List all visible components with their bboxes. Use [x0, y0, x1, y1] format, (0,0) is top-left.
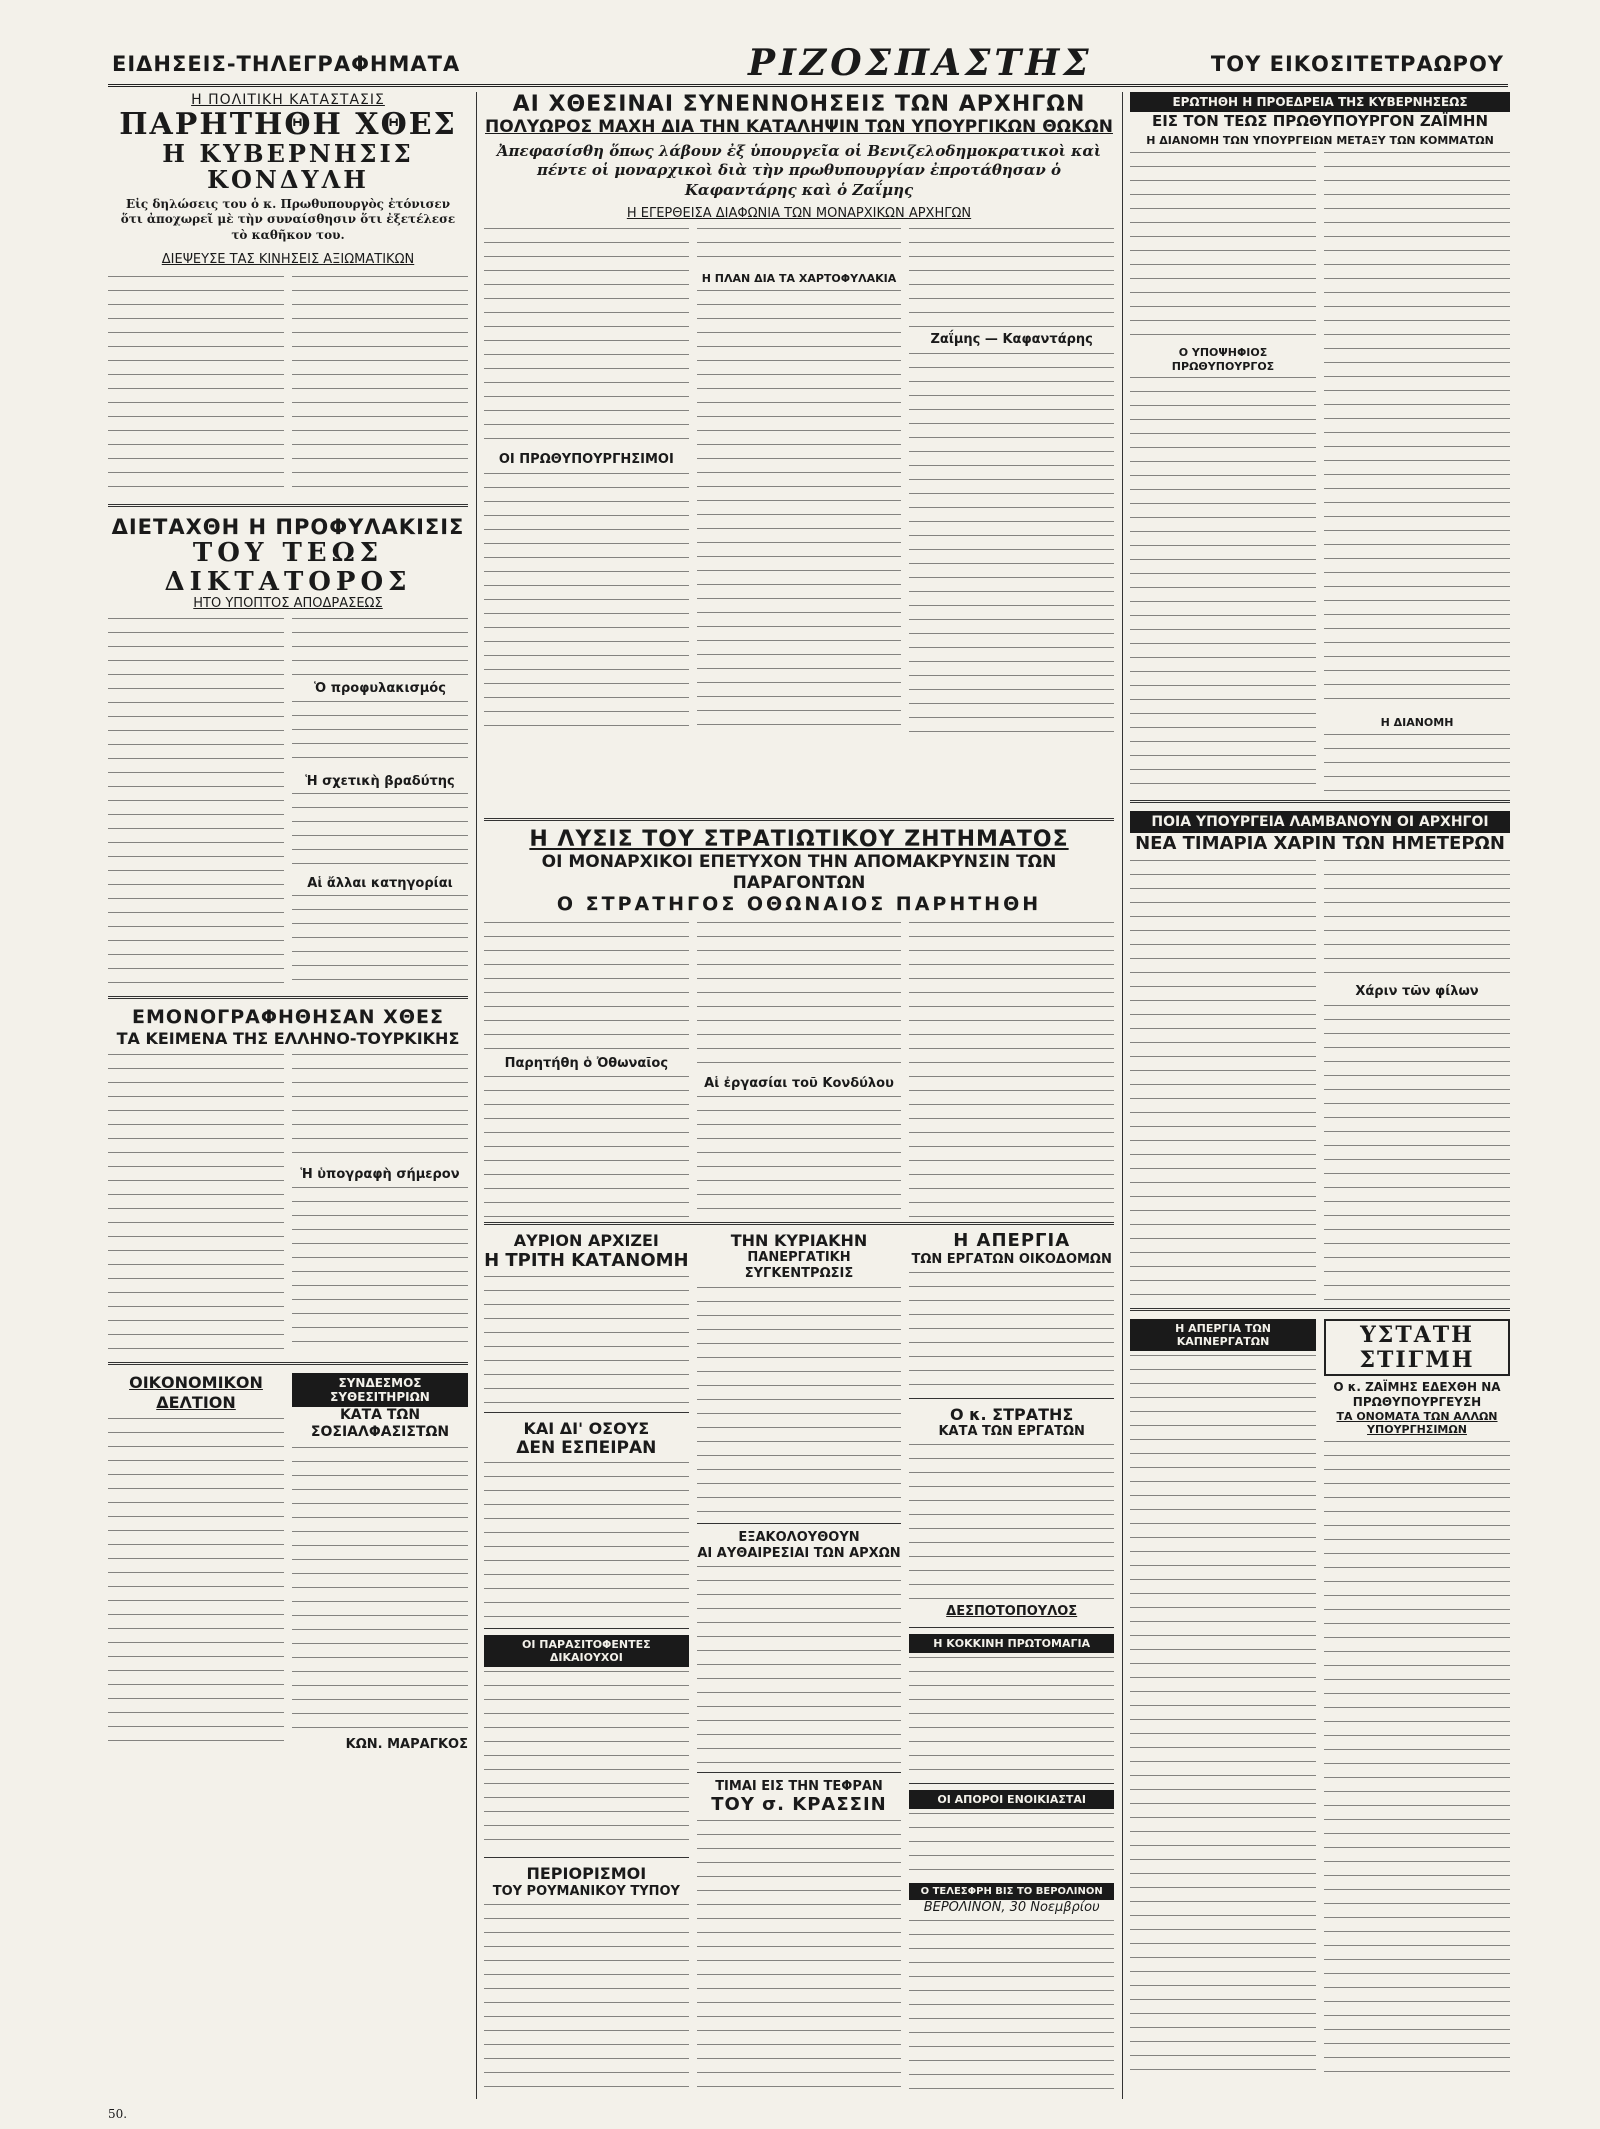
masthead-right-section-title: ΤΟΥ ΕΙΚΟΣΙΤΕΤΡΑΩΡΟΥ: [1210, 52, 1504, 76]
masthead-left-section-title: ΕΙΔΗΣΕΙΣ-ΤΗΛΕΓΡΑΦΗΜΑΤΑ: [112, 52, 461, 76]
text-block: [108, 1054, 284, 1354]
right-column: [1130, 92, 1510, 2099]
headline-strike: Η ΑΠΕΡΓΙΑ: [953, 1230, 1071, 1251]
headline-restrictions: ΠΕΡΙΟΡΙΣΜΟΙ: [526, 1864, 647, 1884]
text-block: [697, 290, 902, 733]
text-block: [909, 922, 1114, 1222]
text-block: [108, 276, 284, 496]
text-block: [292, 1447, 468, 1737]
inline-subhead: Ζαΐμης — Καφαντάρης: [930, 332, 1093, 348]
headline-continue: ΕΞΑΚΟΛΟΥΘΟΥΝ: [738, 1529, 860, 1545]
center-top-article: [484, 92, 1114, 812]
page-number: 50.: [108, 2107, 128, 2121]
article-lede: Ἀπεφασίσθη ὅπως λάβουν ἐξ ὑπουργεῖα οἱ Βενιζελοδημοκρατικοὶ καὶ πέντε οἱ μοναρχικοὶ διὰ τὴν πρωθυπουργίαν ἐπροτάθησαν ὁ Καφαντάρης καὶ ὁ Ζαΐμης: [496, 141, 1102, 199]
article-body: [108, 1054, 468, 1354]
masthead: [108, 42, 1508, 87]
text-block: [1324, 1441, 1510, 2079]
text-block: [484, 1276, 689, 1406]
headline-new-fiefs: ΝΕΑ ΤΙΜΑΡΙΑ ΧΑΡΙΝ ΤΩΝ ΗΜΕΤΕΡΩΝ: [1135, 832, 1505, 854]
text-block: [1324, 860, 1510, 980]
column-rule: [1122, 92, 1123, 2099]
bottom-articles: [108, 1373, 468, 1753]
text-block: [909, 1272, 1114, 1392]
headline-names: ΤΑ ΟΝΟΜΑΤΑ ΤΩΝ ΑΛΛΩΝ ΥΠΟΥΡΓΗΣΙΜΩΝ: [1336, 1409, 1498, 1437]
lower-subcolumn: [697, 1231, 902, 2099]
text-block: [108, 1418, 284, 1754]
article-body: [108, 618, 468, 988]
article-body: [1130, 860, 1510, 1300]
headline-on-sunday: ΤΗΝ ΚΥΡΙΑΚΗΝ: [730, 1231, 868, 1250]
headline-ministries: ΠΟΙΑ ΥΠΟΥΡΓΕΙΑ ΛΑΜΒΑΝΟΥΝ ΟΙ ΑΡΧΗΓΟΙ: [1130, 811, 1510, 833]
inline-subhead: Αἱ ἄλλαι κατηγορίαι: [307, 875, 453, 891]
headline-honours: ΤΙΜΑΙ ΕΙΣ ΤΗΝ ΤΕΦΡΑΝ: [715, 1779, 883, 1795]
article-body: [1130, 152, 1510, 792]
article-subhead: ΗΤΟ ΥΠΟΠΤΟΣ ΑΠΟΔΡΑΣΕΩΣ: [193, 596, 383, 612]
text-block: [697, 1287, 902, 1517]
text-block: [697, 1096, 902, 1222]
article-deck: Εἰς δηλώσεις του ὁ κ. Πρωθυπουργὸς ἐτόνισεν ὅτι ἀποχωρεῖ μὲ τὴν συναίσθησιν ὅτι ἐξετέλεσε τὸ καθῆκον του.: [120, 196, 456, 242]
inline-subhead: Ὁ προφυλακισμός: [314, 681, 446, 697]
text-block: [484, 1904, 689, 2099]
text-block: [1324, 152, 1510, 712]
article-subhead: ΔΙΕΨΕΥΣΕ ΤΑΣ ΚΙΝΗΣΕΙΣ ΑΞΙΩΜΑΤΙΚΩΝ: [161, 251, 415, 267]
inline-subhead: Ἡ ὑπογραφὴ σήμερον: [300, 1167, 460, 1183]
headline-zaimis-accepted: Ο κ. ΖΑΪΜΗΣ ΕΔΕΧΘΗ ΝΑ ΠΡΩΘΥΠΟΥΡΓΕΥΣΗ: [1333, 1379, 1501, 1409]
text-block: [292, 793, 468, 873]
headline-not-sowed: ΔΕΝ ΕΣΠΕΙΡΑΝ: [516, 1437, 657, 1458]
text-block: [909, 1920, 1114, 2099]
text-block: [909, 353, 1114, 734]
text-block: [1130, 152, 1316, 342]
text-block: [1130, 860, 1316, 1300]
headline-presidency-asked: ΕΡΩΤΗΘΗ Η ΠΡΟΕΔΡΕΙΑ ΤΗΣ ΚΥΒΕΡΝΗΣΕΩΣ: [1130, 92, 1510, 112]
headline-association: ΣΥΝΔΕΣΜΟΣ ΣΥΘΕΣΙΤΗΡΙΩΝ: [292, 1373, 468, 1407]
inline-subhead: Ἡ σχετικὴ βραδύτης: [305, 773, 455, 789]
headline-ordered-detention: ΔΙΕΤΑΧΘΗ Η ΠΡΟΦΥΛΑΚΙΣΙΣ: [111, 514, 465, 539]
text-block: [697, 228, 902, 268]
text-block: [292, 1187, 468, 1355]
headline-poor-tenants: ΟΙ ΑΠΟΡΟΙ ΕΝΟΙΚΙΑΣΤΑΙ: [909, 1790, 1114, 1809]
military-question-article: [484, 818, 1114, 1227]
headline-rally: ΠΑΝΕΡΓΑΤΙΚΗ ΣΥΓΚΕΝΤΡΩΣΙΣ: [744, 1250, 854, 1282]
text-block: [484, 473, 689, 734]
headline-government: Η ΚΥΒΕΡΝΗΣΙΣ ΚΟΝΔΥΛΗ: [162, 139, 414, 195]
text-block: [292, 276, 468, 496]
headline-last-minute: ΥΣΤΑΤΗ ΣΤΙΓΜΗ: [1324, 1319, 1510, 1375]
headline-arbitrariness: ΑΙ ΑΥΘΑΙΡΕΣΙΑΙ ΤΩΝ ΑΡΧΩΝ: [697, 1545, 901, 1561]
inline-subhead: Αἱ ἐργασίαι τοῦ Κονδύλου: [704, 1075, 894, 1091]
headline-berlin: Ο ΤΕΛΕΣΦΡΗ ΒΙΣ ΤΟ ΒΕΡΟΛΙΝΟΝ: [909, 1883, 1114, 1900]
signature: ΚΩΝ. ΜΑΡΑΓΚΟΣ: [345, 1737, 468, 1753]
section-kicker: Η ΠΟΛΙΤΙΚΗ ΚΑΤΑΣΤΑΣΙΣ: [191, 92, 385, 108]
text-block: [484, 922, 689, 1052]
text-block: [292, 1054, 468, 1164]
headline-leaders-talks: ΑΙ ΧΘΕΣΙΝΑΙ ΣΥΝΕΝΝΟΗΣΕΙΣ ΤΩΝ ΑΡΧΗΓΩΝ: [512, 92, 1086, 117]
headline-monarchists-succeed: ΟΙ ΜΟΝΑΡΧΙΚΟΙ ΕΠΕΤΥΧΟΝ ΤΗΝ ΑΠΟΜΑΚΡΥΝΣΙΝ ΤΩΝ ΠΑΡΑΓΟΝΤΩΝ: [541, 852, 1057, 893]
headline-builders: ΤΩΝ ΕΡΓΑΤΩΝ ΟΙΚΟΔΟΜΩΝ: [911, 1251, 1112, 1267]
headline-tomorrow-begins: ΑΥΡΙΟΝ ΑΡΧΙΖΕΙ: [513, 1231, 659, 1250]
headline-battle-for-seats: ΠΟΛΥΩΡΟΣ ΜΑΧΗ ΔΙΑ ΤΗΝ ΚΑΤΑΛΗΨΙΝ ΤΩΝ ΥΠΟΥΡΓΙΚΩΝ ΘΩΚΩΝ: [485, 117, 1113, 138]
article-subhead: Η ΕΓΕΡΘΕΙΣΑ ΔΙΑΦΩΝΙΑ ΤΩΝ ΜΟΝΑΡΧΙΚΩΝ ΑΡΧΗΓΩΝ: [626, 206, 972, 222]
text-block: [909, 1813, 1114, 1883]
headline-military-question: Η ΛΥΣΙΣ ΤΟΥ ΣΤΡΑΤΙΩΤΙΚΟΥ ΖΗΤΗΜΑΤΟΣ: [529, 827, 1069, 852]
text-block: [1130, 377, 1316, 792]
inline-subhead: Χάριν τῶν φίλων: [1355, 984, 1479, 1000]
headline-romanian-press: ΤΟΥ ΡΟΥΜΑΝΙΚΟΥ ΤΥΠΟΥ: [492, 1883, 680, 1899]
text-block: [697, 922, 902, 1072]
text-block: [697, 1820, 902, 2099]
text-block: [292, 618, 468, 678]
lower-center-articles: [484, 1222, 1114, 2099]
text-block: [909, 228, 1114, 328]
text-block: [697, 1566, 902, 1766]
article-body: [484, 922, 1114, 1222]
column-rule: [476, 92, 477, 2099]
headline-those-not-sowed: ΚΑΙ ΔΙ' ΟΣΟΥΣ: [523, 1418, 650, 1438]
text-block: [484, 1076, 689, 1222]
headline-beneficiaries: ΟΙ ΠΑΡΑΣΙΤΟΦΕΝΤΕΣ ΔΙΚΑΙΟΥΧΟΙ: [484, 1635, 689, 1667]
lower-subcolumn: [909, 1231, 1114, 2099]
text-block: [108, 618, 284, 988]
bottom-right-articles: [1130, 1319, 1510, 2079]
inline-subhead: Η ΠΛΑΝ ΔΙΑ ΤΑ ΧΑΡΤΟΦΥΛΑΚΙΑ: [701, 272, 897, 286]
inline-subhead: Παρητήθη ὁ Ὀθωναῖος: [504, 1055, 669, 1071]
headline-against-workers: ΚΑΤΑ ΤΩΝ ΕΡΓΑΤΩΝ: [938, 1424, 1085, 1440]
inline-subhead: Η ΔΙΑΝΟΜΗ: [1380, 715, 1454, 729]
headline-stratis: Ο κ. ΣΤΡΑΤΗΣ: [949, 1404, 1074, 1424]
text-block: [484, 228, 689, 448]
left-column: [108, 92, 468, 2099]
text-block: [484, 1671, 689, 1851]
headline-against-social-fascists: ΚΑΤΑ ΤΩΝ ΣΟΣΙΑΛΦΑΣΙΣΤΩΝ: [310, 1407, 450, 1441]
headline-former-dictator: ΤΟΥ ΤΕΩΣ ΔΙΚΤΑΤΟΡΟΣ: [164, 537, 412, 597]
dateline: ΒΕΡΟΛΙΝΟΝ, 30 Νοεμβρίου: [923, 1899, 1100, 1915]
article-body: [108, 276, 468, 496]
headline-signed: ΕΜΟΝΟΓΡΑΦΗΘΗΣΑΝ ΧΘΕΣ: [132, 1006, 444, 1029]
headline-economic-bulletin: ΟΙΚΟΝΟΜΙΚΟΝ ΔΕΛΤΙΟΝ: [129, 1373, 263, 1412]
article-subhead: Η ΔΙΑΝΟΜΗ ΤΩΝ ΥΠΟΥΡΓΕΙΩΝ ΜΕΤΑΞΥ ΤΩΝ ΚΟΜΜΑΤΩΝ: [1146, 134, 1494, 147]
headline-resigned: ΠΑΡΗΤΗΘΗ ΧΘΕΣ: [119, 107, 457, 142]
text-block: [484, 1462, 689, 1622]
inline-subhead: ΟΙ ΠΡΩΘΥΠΟΥΡΓΗΣΙΜΟΙ: [498, 452, 674, 468]
headline-red-mayday: Η ΚΟΚΚΙΝΗ ΠΡΩΤΟΜΑΓΙΑ: [909, 1634, 1114, 1653]
text-block: [1324, 1005, 1510, 1301]
lower-subcolumn: [484, 1231, 689, 2099]
article-body: [484, 228, 1114, 733]
newspaper-title: ΡΙΖΟΣΠΑΣΤΗΣ: [748, 42, 1093, 84]
headline-tobacco-strike: Η ΑΠΕΡΓΙΑ ΤΩΝ ΚΑΠΝΕΡΓΑΤΩΝ: [1130, 1319, 1316, 1351]
text-block: [292, 895, 468, 988]
headline-third-distribution: Η ΤΡΙΤΗ ΚΑΤΑΝΟΜΗ: [484, 1250, 689, 1272]
text-block: [909, 1657, 1114, 1777]
text-block: [292, 701, 468, 771]
inline-subhead: Ο ΥΠΟΨΗΦΙΟΣ ΠΡΩΘΥΠΟΥΡΓΟΣ: [1171, 345, 1275, 373]
text-block: [909, 1444, 1114, 1604]
signature: ΔΕΣΠΟΤΟΠΟΥΛΟΣ: [946, 1604, 1078, 1620]
headline-zaimis: ΕΙΣ ΤΟΝ ΤΕΩΣ ΠΡΩΘΥΠΟΥΡΓΟΝ ΖΑΪΜΗΝ: [1151, 112, 1488, 130]
headline-greek-turkish: ΤΑ ΚΕΙΜΕΝΑ ΤΗΣ ΕΛΛΗΝΟ-ΤΟΥΡΚΙΚΗΣ: [116, 1029, 460, 1049]
headline-krassin: ΤΟΥ σ. ΚΡΑΣΣΙΝ: [711, 1794, 887, 1816]
headline-othonaios-resigned: Ο ΣΤΡΑΤΗΓΟΣ ΟΘΩΝΑΙΟΣ ΠΑΡΗΤΗΘΗ: [556, 893, 1042, 916]
text-block: [1130, 1355, 1316, 2079]
text-block: [1324, 734, 1510, 792]
